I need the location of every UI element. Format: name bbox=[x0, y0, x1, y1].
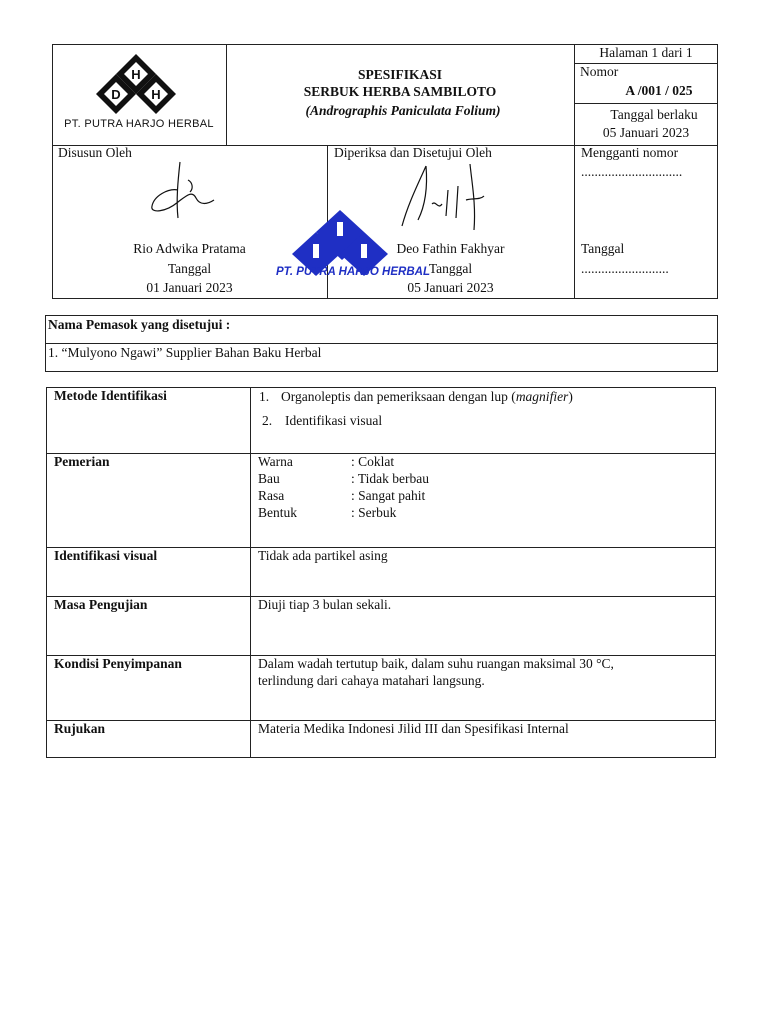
identification-1-num: 1. bbox=[259, 389, 270, 404]
reference-value: Materia Medika Indonesi Jilid III dan Spesifikasi Internal bbox=[258, 721, 569, 736]
checked-date: 05 Januari 2023 bbox=[407, 280, 494, 295]
number-label: Nomor bbox=[580, 64, 619, 79]
date-label: Tanggal bbox=[581, 241, 625, 256]
identification-2-text: Identifikasi visual bbox=[285, 413, 383, 428]
prepared-name: Rio Adwika Pratama bbox=[133, 241, 246, 256]
description-value: : Coklat bbox=[351, 454, 395, 469]
storage-label: Kondisi Penyimpanan bbox=[54, 656, 182, 671]
identification-2-num: 2. bbox=[262, 413, 273, 428]
prepared-date-label: Tanggal bbox=[167, 261, 212, 276]
company-name: PT. PUTRA HARJO HERBAL bbox=[64, 118, 214, 130]
visual-label: Identifikasi visual bbox=[54, 548, 158, 563]
replaces-label: Mengganti nomor bbox=[581, 145, 679, 160]
number-line bbox=[574, 103, 718, 104]
visual-value: Tidak ada partikel asing bbox=[258, 548, 388, 563]
doc-title: SPESIFIKASI bbox=[357, 67, 443, 82]
logo-letter: H bbox=[131, 67, 141, 82]
doc-subtitle: SERBUK HERBA SAMBILOTO bbox=[303, 84, 497, 99]
identification-1-text: Organoleptis dan pemeriksaan dengan lup ( bbox=[281, 389, 516, 404]
spec-table bbox=[46, 387, 716, 758]
identification-1 bbox=[281, 389, 573, 405]
latin-name: (Andrographis Paniculata Folium) bbox=[305, 103, 501, 118]
storage-line-2: terlindung dari cahaya matahari langsung. bbox=[258, 673, 485, 688]
checked-date-label: Tanggal bbox=[428, 261, 473, 276]
identification-label: Metode Identifikasi bbox=[54, 388, 167, 403]
description-key: Warna bbox=[258, 454, 293, 469]
company-logo bbox=[52, 44, 226, 145]
description-label: Pemerian bbox=[54, 454, 110, 469]
description-key: Bentuk bbox=[258, 505, 297, 520]
effective-date: 05 Januari 2023 bbox=[602, 125, 690, 140]
prepared-date: 01 Januari 2023 bbox=[146, 280, 233, 295]
stamp-text: PT. PUTRA HARJO HERBAL bbox=[276, 266, 430, 278]
description-key: Bau bbox=[258, 471, 280, 486]
description-value: : Sangat pahit bbox=[351, 488, 426, 503]
testing-value: Diuji tiap 3 bulan sekali. bbox=[258, 597, 392, 612]
page-info: Halaman 1 dari 1 bbox=[599, 45, 693, 60]
checked-label: Diperiksa dan Disetujui Oleh bbox=[334, 145, 492, 160]
description-value: : Tidak berbau bbox=[351, 471, 430, 486]
identification-1-close: ) bbox=[568, 389, 573, 404]
reference-label: Rujukan bbox=[54, 721, 106, 736]
logo-letter: H bbox=[151, 87, 161, 102]
number-value: A /001 / 025 bbox=[625, 83, 693, 98]
effective-label: Tanggal berlaku bbox=[610, 107, 698, 122]
date-dots: .......................... bbox=[581, 261, 669, 276]
description-value: : Serbuk bbox=[351, 505, 397, 520]
signature-prepared bbox=[148, 160, 218, 222]
identification-1-italic: magnifier bbox=[515, 389, 569, 404]
prepared-label: Disusun Oleh bbox=[58, 145, 132, 160]
supplier-row-line bbox=[45, 343, 718, 344]
supplier-heading: Nama Pemasok yang disetujui : bbox=[48, 317, 231, 332]
supplier-item: 1. “Mulyono Ngawi” Supplier Bahan Baku Herbal bbox=[48, 345, 322, 360]
replaces-dots: .............................. bbox=[581, 164, 683, 179]
checked-name: Deo Fathin Fakhyar bbox=[396, 241, 505, 256]
testing-label: Masa Pengujian bbox=[54, 597, 148, 612]
storage-line-1: Dalam wadah tertutup baik, dalam suhu ruangan maksimal 30 °C, bbox=[258, 656, 614, 671]
logo-letter: D bbox=[111, 87, 121, 102]
description-key: Rasa bbox=[258, 488, 285, 503]
spec-column-divider bbox=[250, 387, 251, 758]
